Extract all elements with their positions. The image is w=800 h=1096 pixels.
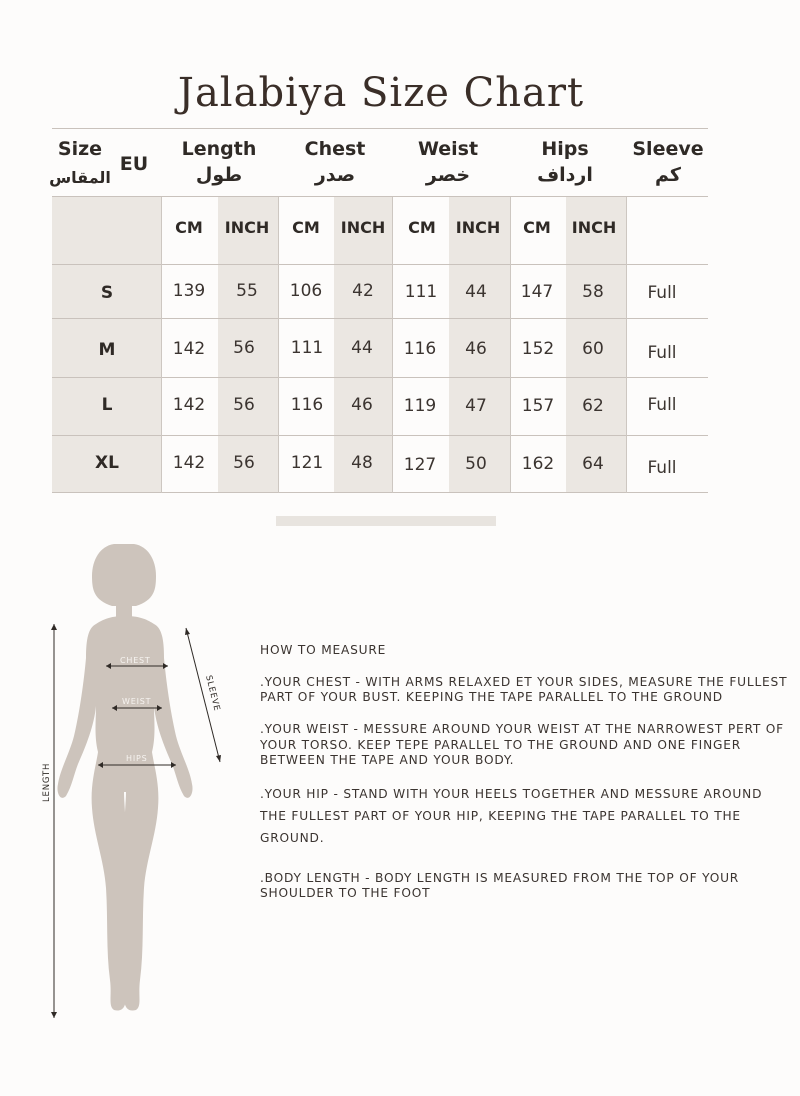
hips-cm: 157: [521, 396, 555, 416]
waist-inch: 50: [465, 454, 487, 474]
unit-waist-inch: INCH: [455, 218, 501, 237]
hips-figure-label: HIPS: [126, 754, 148, 763]
hips-cm: 162: [521, 454, 555, 474]
hips-inch: 64: [582, 454, 604, 474]
body-measurement-figure: [30, 540, 240, 1040]
chest-cm: 121: [290, 453, 324, 473]
waist-cm: 119: [403, 396, 437, 416]
unit-hips-cm: CM: [523, 218, 551, 237]
table-bottom-line: [52, 492, 708, 493]
length-header: Length: [181, 138, 257, 160]
row-divider: [52, 264, 708, 265]
section-divider: [276, 516, 496, 526]
length-cm: 142: [172, 395, 206, 415]
chest-instruction-line: .YOUR CHEST - WITH ARMS RELAXED ET YOUR SIDES, MEASURE THE FULLEST: [260, 675, 788, 689]
length-inch: 56: [233, 338, 255, 358]
hips-header-arabic: ارداف: [537, 164, 593, 186]
sleeve-header-arabic: كم: [655, 164, 681, 186]
hips-cm: 147: [520, 282, 554, 302]
hip-instruction-line: THE FULLEST PART OF YOUR HIP, KEEPING THE TAPE PARALLEL TO THE: [260, 809, 741, 823]
size-header: Size: [57, 138, 103, 160]
sleeve-value: Full: [647, 395, 677, 415]
length-cm: 142: [172, 339, 206, 359]
size-header-arabic: المقاس: [49, 168, 111, 187]
waist-figure-label: WEIST: [122, 697, 152, 706]
waist-instruction-line: .YOUR WEIST - MESSURE AROUND YOUR WEIST AT THE NARROWEST PERT OF: [260, 722, 784, 736]
waist-header-arabic: خصر: [425, 164, 471, 186]
length-cm: 139: [172, 281, 206, 301]
chest-inch: 46: [351, 395, 373, 415]
chest-header-arabic: صدر: [314, 164, 356, 186]
chest-instruction-line: PART OF YOUR BUST. KEEPING THE TAPE PARALLEL TO THE GROUND: [260, 690, 723, 704]
page-title: Jalabiya Size Chart: [177, 70, 585, 116]
size-label: M: [98, 340, 116, 360]
waist-instruction-line: BETWEEN THE TAPE AND YOUR BODY.: [260, 753, 515, 767]
length-instruction-line: SHOULDER TO THE FOOT: [260, 886, 431, 900]
table-header-line: [52, 196, 708, 197]
sleeve-value: Full: [647, 343, 677, 363]
how-to-measure-heading: HOW TO MEASURE: [260, 643, 387, 657]
size-label: XL: [95, 453, 119, 473]
sleeve-value: Full: [647, 283, 677, 303]
column-divider: [626, 197, 627, 493]
length-cm: 142: [172, 453, 206, 473]
hip-instruction-line: .YOUR HIP - STAND WITH YOUR HEELS TOGETHER AND MESSURE AROUND: [260, 787, 763, 801]
chest-figure-label: CHEST: [120, 656, 151, 665]
waist-cm: 127: [403, 455, 437, 475]
column-divider: [161, 197, 162, 493]
column-divider: [278, 197, 279, 493]
chest-cm: 111: [290, 338, 324, 358]
length-inch: 55: [236, 281, 258, 301]
chest-inch: 44: [351, 338, 373, 358]
waist-inch: 44: [465, 282, 487, 302]
row-divider: [52, 377, 708, 378]
body-silhouette-icon: [30, 540, 240, 1040]
waist-inch: 46: [465, 339, 487, 359]
hips-header: Hips: [541, 138, 589, 160]
hip-instruction-line: GROUND.: [260, 831, 325, 845]
hips-cm: 152: [521, 339, 555, 359]
row-divider: [52, 318, 708, 319]
column-divider: [392, 197, 393, 493]
waist-cm: 116: [403, 339, 437, 359]
eu-header: EU: [119, 153, 149, 175]
chest-cm: 116: [290, 395, 324, 415]
waist-header: Weist: [417, 138, 479, 160]
size-label: S: [100, 283, 114, 303]
unit-length-cm: CM: [175, 218, 203, 237]
table-top-line: [52, 128, 708, 129]
sleeve-header: Sleeve: [632, 138, 704, 160]
waist-cm: 111: [404, 282, 438, 302]
unit-length-inch: INCH: [224, 218, 270, 237]
length-inch: 56: [233, 395, 255, 415]
unit-waist-cm: CM: [408, 218, 436, 237]
chest-inch: 42: [352, 281, 374, 301]
chest-inch: 48: [351, 453, 373, 473]
length-instruction-line: .BODY LENGTH - BODY LENGTH IS MEASURED FROM THE TOP OF YOUR: [260, 871, 740, 885]
length-figure-label: LENGTH: [42, 762, 52, 802]
sleeve-figure-label: SLEEVE: [203, 674, 222, 713]
unit-chest-cm: CM: [292, 218, 320, 237]
row-divider: [52, 435, 708, 436]
chest-cm: 106: [289, 281, 323, 301]
chest-header: Chest: [304, 138, 366, 160]
sleeve-value: Full: [647, 458, 677, 478]
hips-inch: 62: [582, 396, 604, 416]
length-inch: 56: [233, 453, 255, 473]
column-divider: [510, 197, 511, 493]
hips-inch: 58: [582, 282, 604, 302]
unit-hips-inch: INCH: [571, 218, 617, 237]
waist-instruction-line: YOUR TORSO. KEEP TEPE PARALLEL TO THE GROUND AND ONE FINGER: [260, 738, 741, 752]
hips-inch: 60: [582, 339, 604, 359]
unit-chest-inch: INCH: [340, 218, 386, 237]
length-header-arabic: طول: [195, 164, 243, 186]
size-label: L: [101, 395, 113, 415]
waist-inch: 47: [465, 396, 487, 416]
